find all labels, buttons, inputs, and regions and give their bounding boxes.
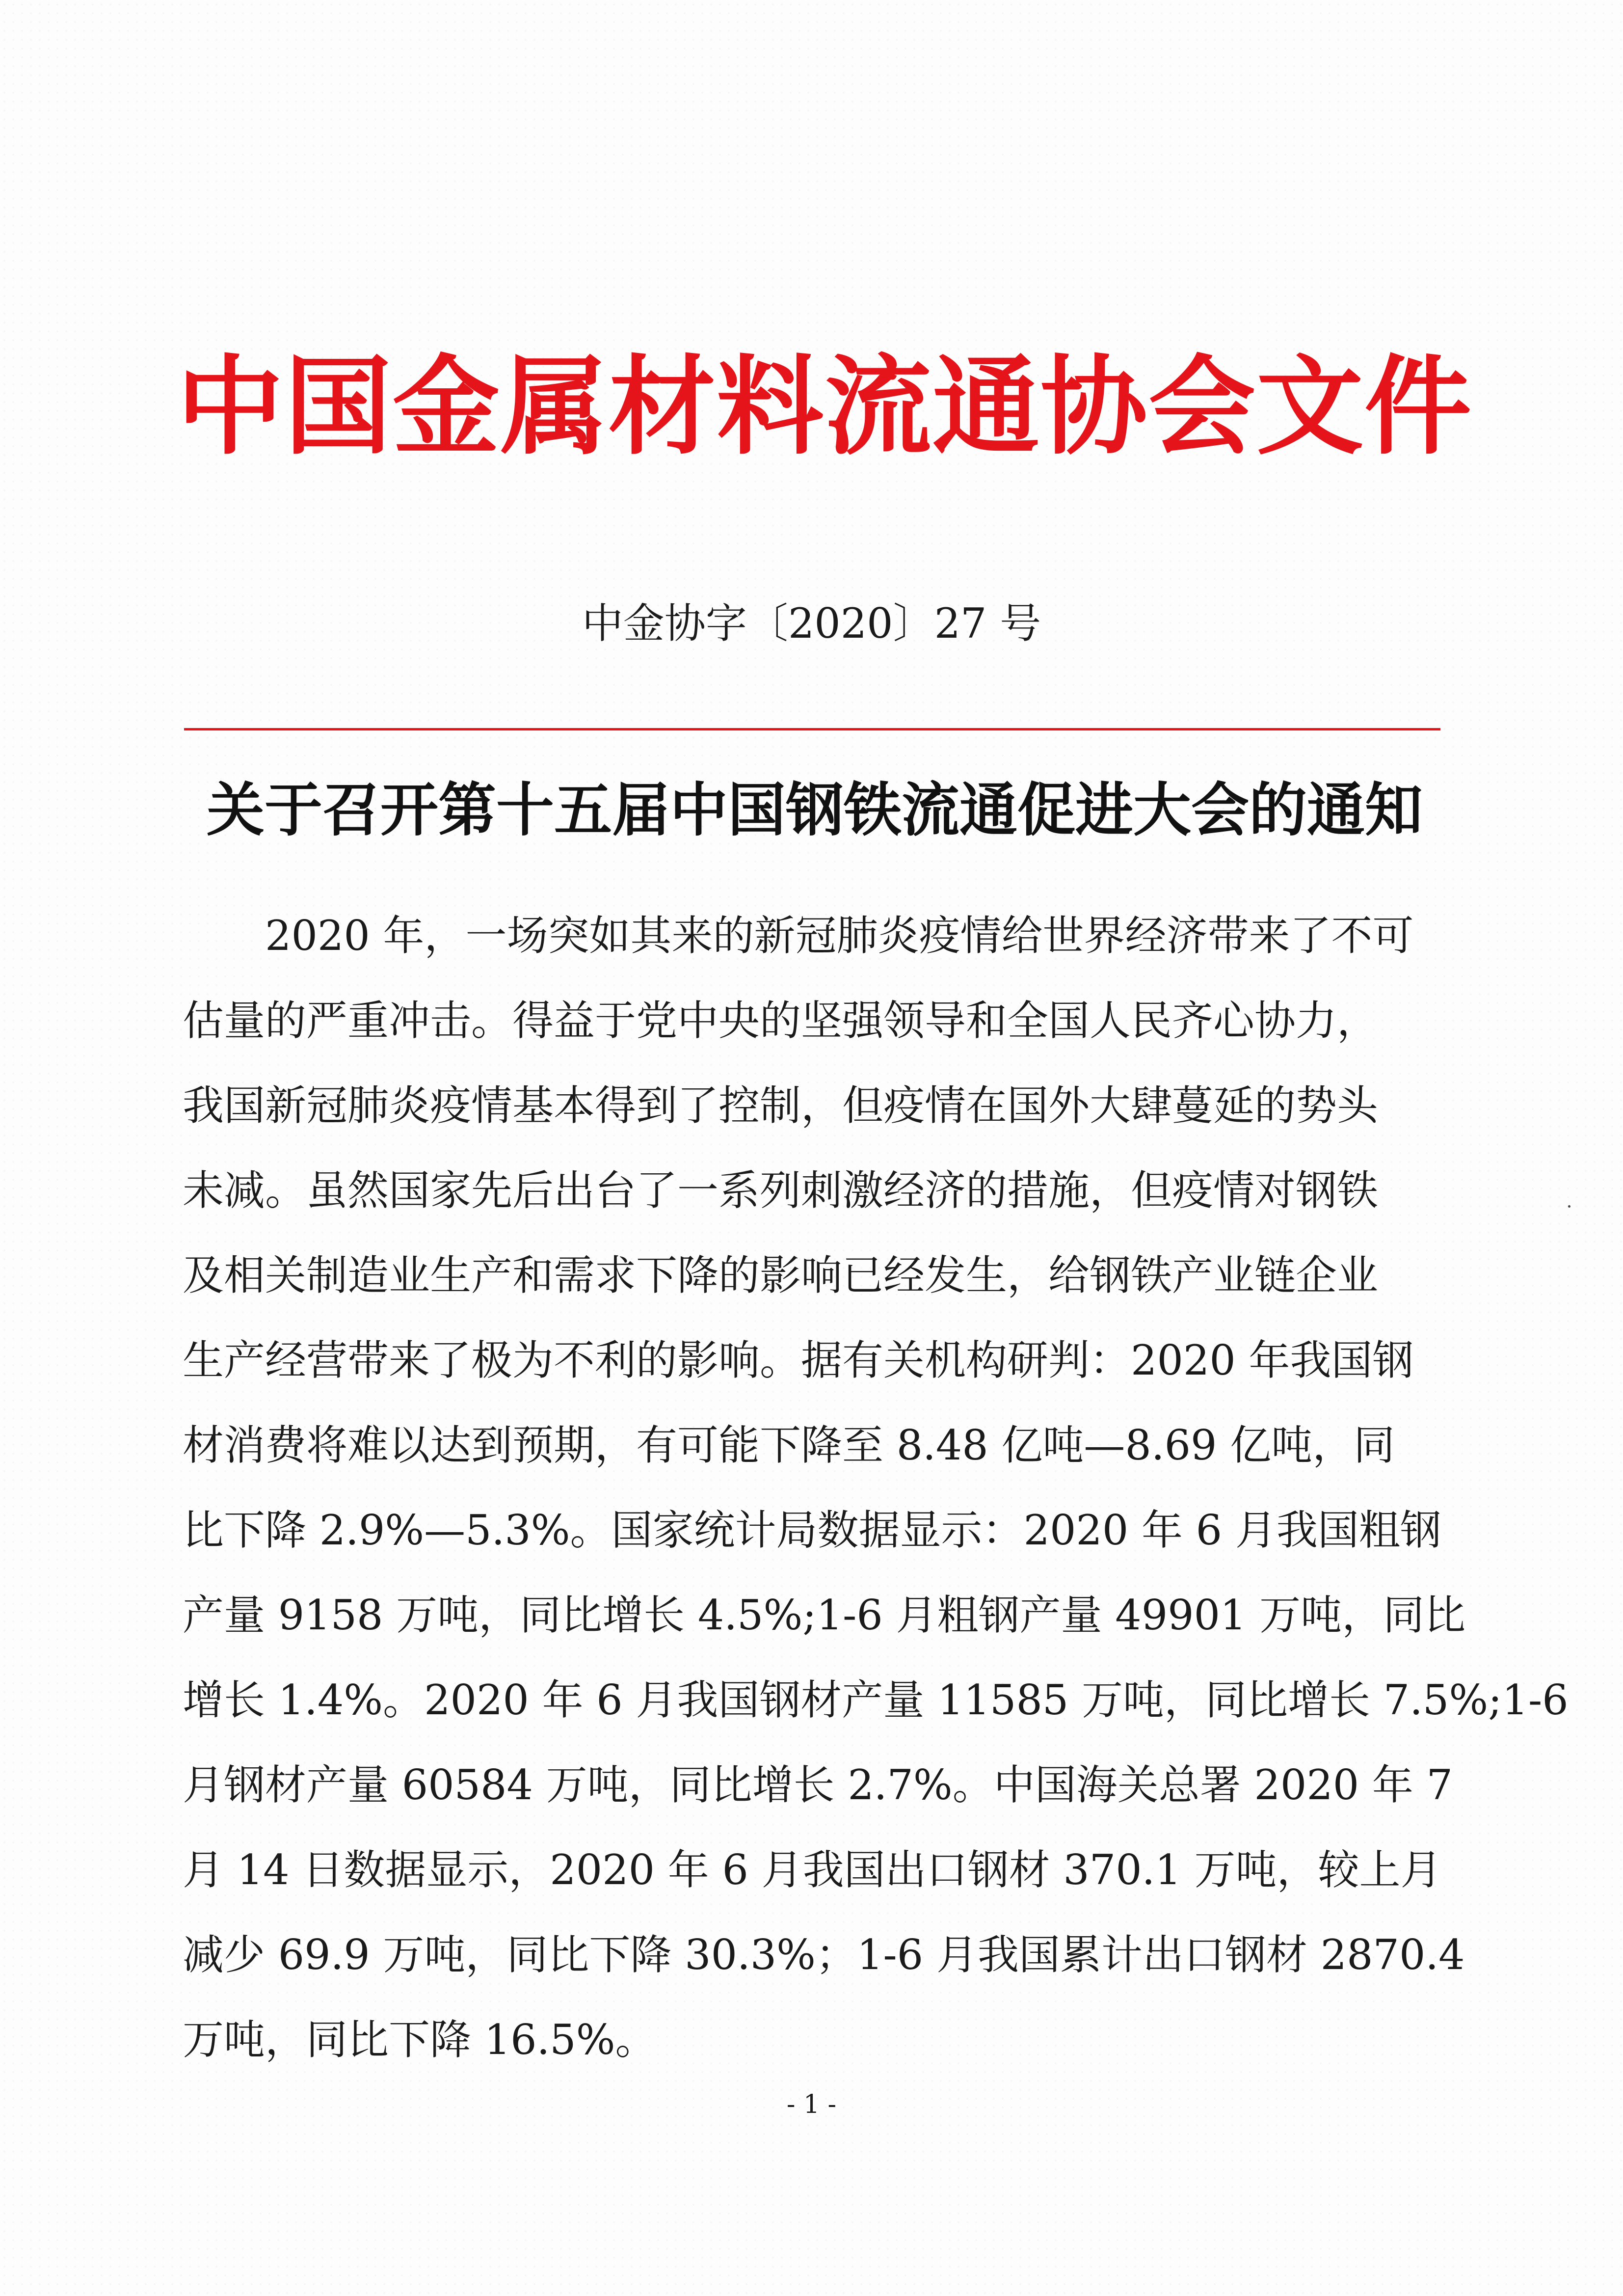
body-line: 月钢材产量 60584 万吨，同比增长 2.7%。中国海关总署 2020 年 7 [183, 1761, 1453, 1809]
red-divider-rule [184, 728, 1440, 730]
body-paragraph [183, 893, 1569, 2082]
body-line: 万吨，同比下降 16.5%。 [183, 2016, 657, 2064]
body-line: 生产经营带来了极为不利的影响。据有关机构研判：2020 年我国钢 [183, 1336, 1414, 1384]
body-line: 比下降 2.9%—5.3%。国家统计局数据显示：2020 年 6 月我国粗钢 [183, 1506, 1441, 1554]
letterhead-title: 中国金属材料流通协会文件 [177, 345, 1472, 469]
notice-title: 关于召开第十五届中国钢铁流通促进大会的通知 [206, 776, 1423, 844]
body-line: 未减。虽然国家先后出台了一系列刺激经济的措施，但疫情对钢铁 [183, 1166, 1379, 1215]
scan-speck [1568, 1205, 1570, 1208]
body-line: 月 14 日数据显示，2020 年 6 月我国出口钢材 370.1 万吨，较上月 [183, 1846, 1442, 1894]
body-line: 产量 9158 万吨，同比增长 4.5%;1-6 月粗钢产量 49901 万吨，同比 [183, 1591, 1466, 1639]
body-line: 增长 1.4%。2020 年 6 月我国钢材产量 11585 万吨，同比增长 7.5%;1-6 [183, 1676, 1569, 1724]
body-line: 材消费将难以达到预期，有可能下降至 8.48 亿吨—8.69 亿吨，同 [183, 1421, 1395, 1469]
document-number: 中金协字〔2020〕27 号 [582, 599, 1041, 648]
page-number: - 1 - [786, 2090, 837, 2119]
body-line: 2020 年，一场突如其来的新冠肺炎疫情给世界经济带来了不可 [265, 912, 1414, 960]
body-line: 减少 69.9 万吨，同比下降 30.3%；1-6 月我国累计出口钢材 2870.4 [183, 1931, 1465, 1979]
body-line: 估量的严重冲击。得益于党中央的坚强领导和全国人民齐心协力， [183, 997, 1379, 1045]
body-line: 及相关制造业生产和需求下降的影响已经发生，给钢铁产业链企业 [183, 1251, 1379, 1299]
body-line: 我国新冠肺炎疫情基本得到了控制，但疫情在国外大肆蔓延的势头 [183, 1081, 1379, 1130]
